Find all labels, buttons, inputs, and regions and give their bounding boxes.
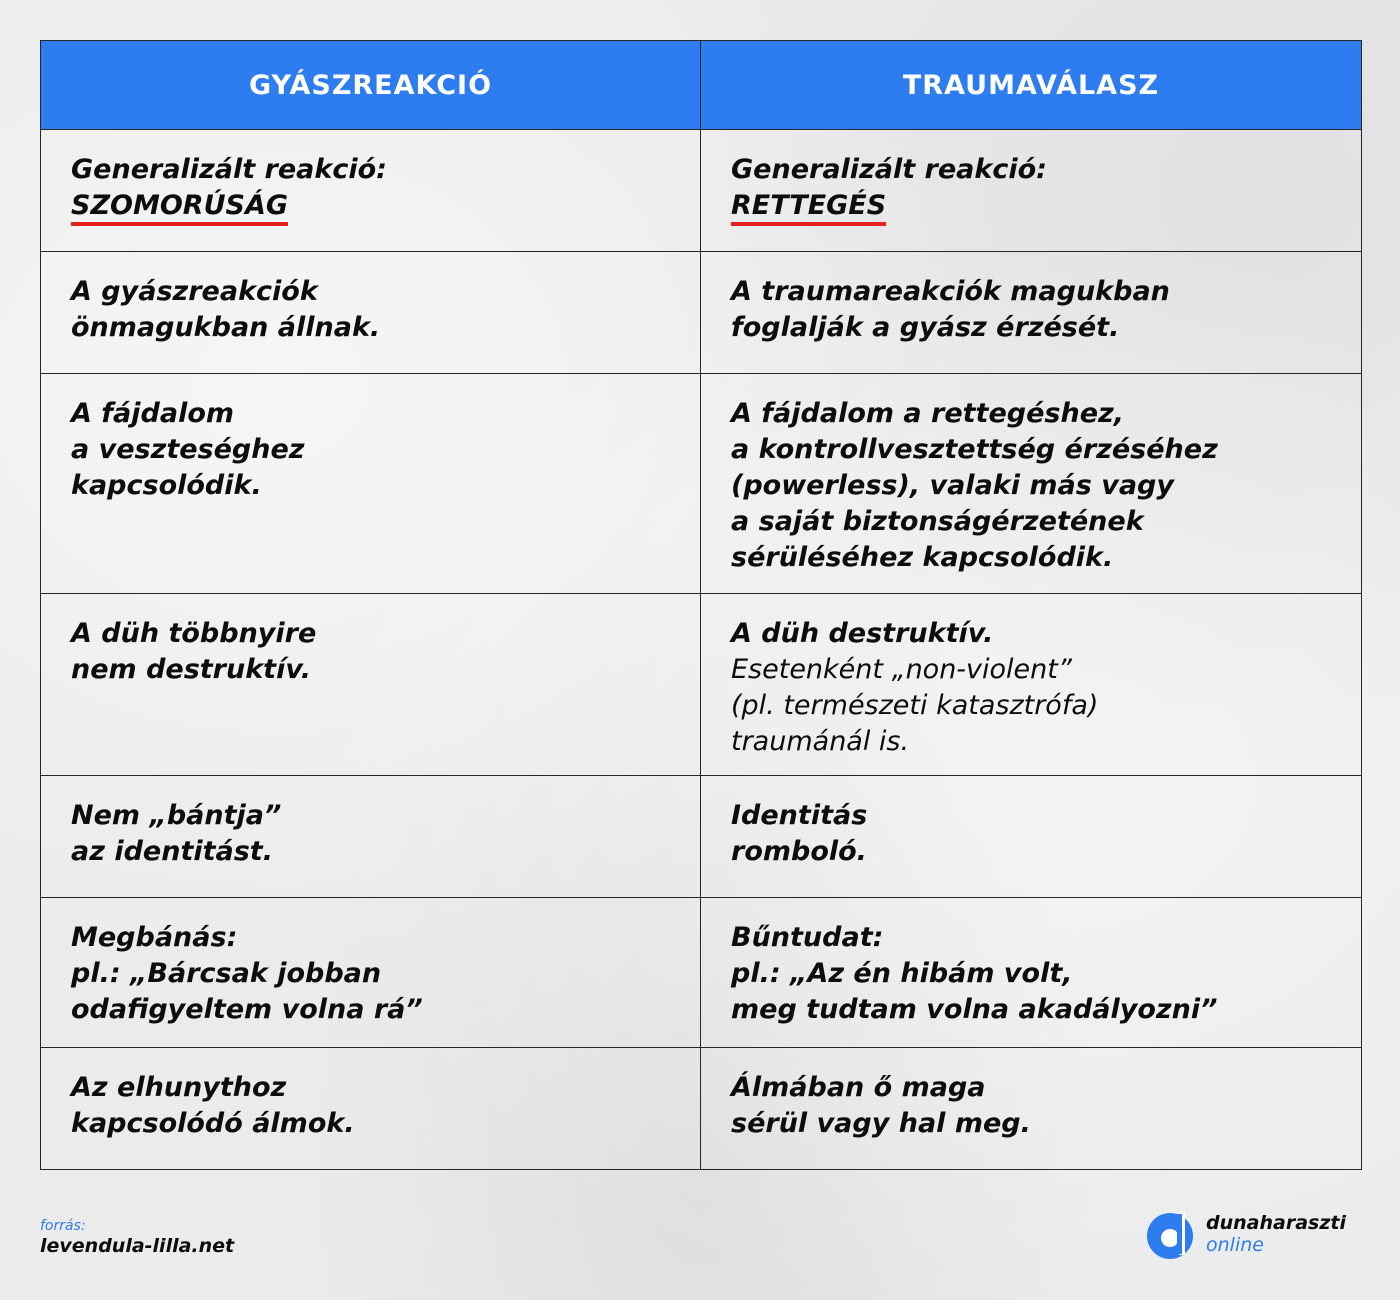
- grief-cell: [41, 252, 701, 374]
- cell-line: A düh destruktív.: [731, 618, 994, 649]
- logo-name: dunaharaszti: [1206, 1212, 1346, 1234]
- source-credit: [40, 1218, 234, 1258]
- trauma-cell: [701, 374, 1362, 594]
- cell-line: Bűntudat:: [731, 922, 884, 953]
- header-row: [41, 41, 1362, 130]
- cell-line: Generalizált reakció:: [71, 154, 387, 185]
- letter-d-logo-icon: [1144, 1208, 1200, 1260]
- grief-cell: [41, 130, 701, 252]
- header-trauma: TRAUMAVÁLASZ: [701, 41, 1362, 130]
- trauma-cell: [701, 776, 1362, 898]
- cell-line: sérüléséhez kapcsolódik.: [731, 542, 1114, 573]
- table-row: [41, 776, 1362, 898]
- cell-line-light: Esetenként „non-violent”: [731, 654, 1072, 685]
- cell-line: a veszteséghez: [71, 434, 305, 465]
- logo-subtitle: online: [1206, 1234, 1264, 1256]
- grief-cell: [41, 776, 701, 898]
- cell-line: meg tudtam volna akadályozni”: [731, 994, 1218, 1025]
- source-label: forrás:: [40, 1218, 86, 1234]
- table-row: [41, 898, 1362, 1048]
- cell-line: kapcsolódik.: [71, 470, 262, 501]
- cell-line: odafigyeltem volna rá”: [71, 994, 423, 1025]
- grief-cell: [41, 1048, 701, 1170]
- table-row: [41, 130, 1362, 252]
- grief-cell: [41, 898, 701, 1048]
- cell-line: foglalják a gyász érzését.: [731, 312, 1120, 343]
- source-link[interactable]: levendula-lilla.net: [40, 1235, 235, 1257]
- trauma-cell: [701, 594, 1362, 776]
- generalized-reaction-grief: SZOMORÚSÁG: [71, 191, 288, 226]
- table-row: [41, 374, 1362, 594]
- table-row: [41, 594, 1362, 776]
- cell-line: pl.: „Az én hibám volt,: [731, 958, 1073, 989]
- cell-line: sérül vagy hal meg.: [731, 1108, 1031, 1139]
- cell-line: Generalizált reakció:: [731, 154, 1047, 185]
- brand-logo[interactable]: [1144, 1206, 1364, 1262]
- cell-line: Identitás: [731, 800, 868, 831]
- cell-line: pl.: „Bárcsak jobban: [71, 958, 382, 989]
- comparison-table: [40, 40, 1362, 1170]
- cell-line: A fájdalom a rettegéshez,: [731, 398, 1124, 429]
- cell-line-light: (pl. természeti katasztrófa): [731, 690, 1099, 721]
- grief-cell: [41, 374, 701, 594]
- cell-line: romboló.: [731, 836, 867, 867]
- cell-line: A gyászreakciók: [71, 276, 318, 307]
- cell-line: a kontrollvesztettség érzéséhez: [731, 434, 1218, 465]
- cell-line: Álmában ő maga: [731, 1072, 986, 1103]
- cell-line: (powerless), valaki más vagy: [731, 470, 1174, 501]
- header-grief: GYÁSZREAKCIÓ: [41, 41, 701, 130]
- trauma-cell: [701, 252, 1362, 374]
- cell-line: az identitást.: [71, 836, 273, 867]
- cell-line: Megbánás:: [71, 922, 238, 953]
- cell-line: A düh többnyire: [71, 618, 317, 649]
- cell-line: a saját biztonságérzetének: [731, 506, 1144, 537]
- table-row: [41, 252, 1362, 374]
- cell-line: A traumareakciók magukban: [731, 276, 1170, 307]
- cell-line: nem destruktív.: [71, 654, 311, 685]
- trauma-cell: [701, 1048, 1362, 1170]
- cell-line: kapcsolódó álmok.: [71, 1108, 355, 1139]
- table-row: [41, 1048, 1362, 1170]
- cell-line: Az elhunythoz: [71, 1072, 287, 1103]
- cell-line: önmagukban állnak.: [71, 312, 381, 343]
- cell-line: A fájdalom: [71, 398, 235, 429]
- generalized-reaction-trauma: RETTEGÉS: [731, 191, 886, 226]
- grief-cell: [41, 594, 701, 776]
- trauma-cell: [701, 130, 1362, 252]
- cell-line: Nem „bántja”: [71, 800, 282, 831]
- trauma-cell: [701, 898, 1362, 1048]
- cell-line-light: traumánál is.: [731, 726, 910, 757]
